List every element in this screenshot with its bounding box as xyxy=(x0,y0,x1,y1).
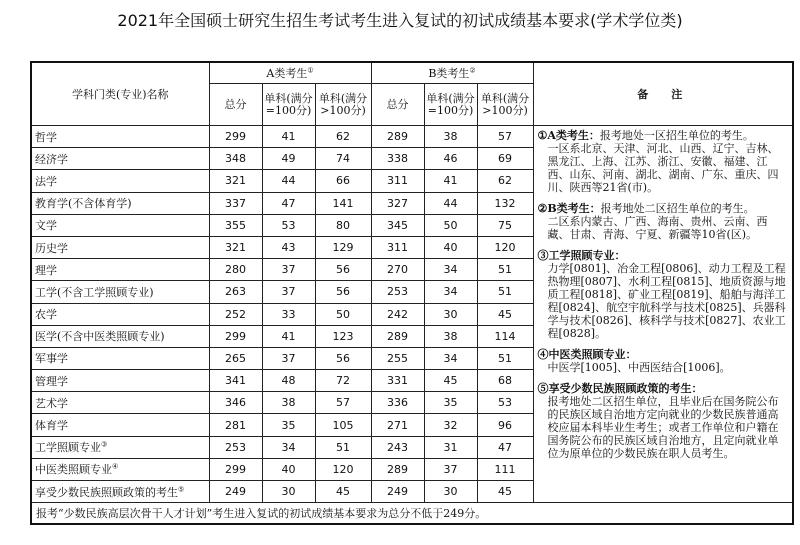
score-b-total: 311 xyxy=(371,236,424,258)
score-b-total: 289 xyxy=(371,126,424,148)
score-a-s100: 30 xyxy=(262,481,315,503)
score-b-s100: 37 xyxy=(424,458,477,480)
score-b-total: 255 xyxy=(371,347,424,369)
table-row xyxy=(31,126,793,148)
score-b-total: 242 xyxy=(371,303,424,325)
score-b-total: 270 xyxy=(371,259,424,281)
score-b-s100: 38 xyxy=(424,126,477,148)
score-b-total: 336 xyxy=(371,392,424,414)
score-a-s100: 44 xyxy=(262,170,315,192)
score-b-total: 289 xyxy=(371,458,424,480)
subject-name: 体育学 xyxy=(31,414,209,436)
score-a-sgt: 56 xyxy=(315,259,371,281)
score-a-s100: 40 xyxy=(262,458,315,480)
score-b-s100: 34 xyxy=(424,259,477,281)
score-b-total: 289 xyxy=(371,325,424,347)
subject-name: 工学(不含工学照顾专业) xyxy=(31,281,209,303)
score-a-total: 348 xyxy=(209,148,262,170)
score-b-total: 311 xyxy=(371,170,424,192)
score-a-total: 265 xyxy=(209,347,262,369)
score-b-total: 249 xyxy=(371,481,424,503)
score-b-sgt: 111 xyxy=(477,458,533,480)
group-a-header: A类考生① xyxy=(209,62,371,84)
subject-name: 理学 xyxy=(31,259,209,281)
score-a-s100: 34 xyxy=(262,436,315,458)
subject-name: 艺术学 xyxy=(31,392,209,414)
score-a-sgt: 141 xyxy=(315,192,371,214)
score-b-total: 338 xyxy=(371,148,424,170)
score-a-sgt: 72 xyxy=(315,370,371,392)
score-b-s100: 34 xyxy=(424,347,477,369)
footer-note: 报考“少数民族高层次骨干人才计划”考生进入复试的初试成绩基本要求为总分不低于249分。 xyxy=(31,503,793,525)
score-a-total: 299 xyxy=(209,458,262,480)
score-b-total: 271 xyxy=(371,414,424,436)
score-b-sgt: 75 xyxy=(477,214,533,236)
remarks-header: 备 注 xyxy=(533,62,793,126)
score-a-s100: 35 xyxy=(262,414,315,436)
page-title: 2021年全国硕士研究生招生考试考生进入复试的初试成绩基本要求(学术学位类) xyxy=(117,11,683,30)
score-a-sgt: 123 xyxy=(315,325,371,347)
subject-name: 法学 xyxy=(31,170,209,192)
score-b-s100: 35 xyxy=(424,392,477,414)
category-header: 学科门类(专业)名称 xyxy=(31,62,209,126)
score-a-total: 263 xyxy=(209,281,262,303)
score-b-sgt: 114 xyxy=(477,325,533,347)
score-a-total: 299 xyxy=(209,325,262,347)
score-a-sgt: 51 xyxy=(315,436,371,458)
a-total-header: 总分 xyxy=(209,84,262,126)
score-b-sgt: 69 xyxy=(477,148,533,170)
score-a-s100: 47 xyxy=(262,192,315,214)
subject-name: 哲学 xyxy=(31,126,209,148)
score-a-s100: 37 xyxy=(262,259,315,281)
score-b-sgt: 47 xyxy=(477,436,533,458)
subject-name: 管理学 xyxy=(31,370,209,392)
b-single100-header: 单科(满分=100分) xyxy=(424,84,477,126)
score-a-s100: 53 xyxy=(262,214,315,236)
subject-name: 教育学(不含体育学) xyxy=(31,192,209,214)
score-a-total: 253 xyxy=(209,436,262,458)
score-b-s100: 31 xyxy=(424,436,477,458)
subject-name: 文学 xyxy=(31,214,209,236)
score-b-sgt: 57 xyxy=(477,126,533,148)
score-a-s100: 37 xyxy=(262,281,315,303)
score-a-sgt: 120 xyxy=(315,458,371,480)
score-a-total: 337 xyxy=(209,192,262,214)
a-single100-header: 单科(满分=100分) xyxy=(262,84,315,126)
score-b-sgt: 51 xyxy=(477,347,533,369)
requirements-table xyxy=(30,61,794,525)
score-a-total: 341 xyxy=(209,370,262,392)
score-b-sgt: 96 xyxy=(477,414,533,436)
score-a-sgt: 45 xyxy=(315,481,371,503)
score-b-total: 327 xyxy=(371,192,424,214)
score-a-total: 281 xyxy=(209,414,262,436)
score-b-s100: 30 xyxy=(424,303,477,325)
score-a-total: 355 xyxy=(209,214,262,236)
score-a-s100: 41 xyxy=(262,126,315,148)
score-b-total: 345 xyxy=(371,214,424,236)
score-a-sgt: 129 xyxy=(315,236,371,258)
subject-name: 工学照顾专业③ xyxy=(31,436,209,458)
score-b-s100: 44 xyxy=(424,192,477,214)
score-b-total: 331 xyxy=(371,370,424,392)
subject-name: 历史学 xyxy=(31,236,209,258)
score-a-sgt: 57 xyxy=(315,392,371,414)
score-a-sgt: 105 xyxy=(315,414,371,436)
score-b-s100: 34 xyxy=(424,281,477,303)
score-a-sgt: 74 xyxy=(315,148,371,170)
score-b-sgt: 120 xyxy=(477,236,533,258)
score-b-s100: 38 xyxy=(424,325,477,347)
subject-name: 中医类照顾专业④ xyxy=(31,458,209,480)
score-b-s100: 40 xyxy=(424,236,477,258)
score-a-sgt: 50 xyxy=(315,303,371,325)
score-a-s100: 49 xyxy=(262,148,315,170)
subject-name: 经济学 xyxy=(31,148,209,170)
score-b-sgt: 132 xyxy=(477,192,533,214)
subject-name: 农学 xyxy=(31,303,209,325)
score-a-total: 252 xyxy=(209,303,262,325)
score-a-sgt: 56 xyxy=(315,347,371,369)
score-a-sgt: 80 xyxy=(315,214,371,236)
score-b-s100: 45 xyxy=(424,370,477,392)
score-b-s100: 32 xyxy=(424,414,477,436)
score-a-s100: 43 xyxy=(262,236,315,258)
score-b-s100: 30 xyxy=(424,481,477,503)
score-b-sgt: 53 xyxy=(477,392,533,414)
score-b-s100: 46 xyxy=(424,148,477,170)
group-b-header: B类考生② xyxy=(371,62,533,84)
score-b-s100: 41 xyxy=(424,170,477,192)
score-b-sgt: 62 xyxy=(477,170,533,192)
score-b-sgt: 51 xyxy=(477,281,533,303)
score-b-sgt: 51 xyxy=(477,259,533,281)
score-b-sgt: 45 xyxy=(477,303,533,325)
remarks-notes: ①A类考生：报考地处一区招生单位的考生。 一区系北京、天津、河北、山西、辽宁、吉林、黑龙江、上海、江苏、浙江、安徽、福建、江西、山东、河南、湖北、湖南、广东、重庆、四川、陕西等21省(市)。 ②B类考生：报考地处二区招生单位的考生。 二区系内蒙古、广西、海南、贵州、云南、西藏、甘肃、青海、宁夏、新疆等10省(区)。 ③工学照顾专业： 力学[0801]、冶金工程[0806]、动力工程及工程热物理[0807]、水利工程[0815]、地质资源与地质工程[0818]、矿业工程[0819]、船舶与海洋工程[0824]、航空宇航科学与技术[0825]、兵器科学与技术[0826]、核科学与技术[0827]、农业工程[0828]。 ④中医类照顾专业： 中医学[1005]、中西医结合[1006]。 ⑤享受少数民族照顾政策的考生： 报考地处二区招生单位，且毕业后在国务院公布的民族区域自治地方定向就业的少数民族普通高校应届本科毕业生考生；或者工作单位和户籍在国务院公布的民族区域自治地方，且定向就业单位为原单位的少数民族在职人员考生。 xyxy=(533,126,793,503)
score-b-total: 253 xyxy=(371,281,424,303)
score-a-s100: 48 xyxy=(262,370,315,392)
score-a-sgt: 56 xyxy=(315,281,371,303)
score-a-total: 321 xyxy=(209,170,262,192)
score-a-total: 280 xyxy=(209,259,262,281)
score-b-sgt: 45 xyxy=(477,481,533,503)
score-b-total: 243 xyxy=(371,436,424,458)
score-a-total: 321 xyxy=(209,236,262,258)
a-singlegt100-header: 单科(满分>100分) xyxy=(315,84,371,126)
b-total-header: 总分 xyxy=(371,84,424,126)
score-a-sgt: 62 xyxy=(315,126,371,148)
score-a-sgt: 66 xyxy=(315,170,371,192)
score-a-s100: 38 xyxy=(262,392,315,414)
score-a-total: 249 xyxy=(209,481,262,503)
score-a-s100: 33 xyxy=(262,303,315,325)
score-a-s100: 37 xyxy=(262,347,315,369)
b-singlegt100-header: 单科(满分>100分) xyxy=(477,84,533,126)
score-b-sgt: 68 xyxy=(477,370,533,392)
score-b-s100: 50 xyxy=(424,214,477,236)
score-a-total: 346 xyxy=(209,392,262,414)
score-a-s100: 41 xyxy=(262,325,315,347)
score-a-total: 299 xyxy=(209,126,262,148)
subject-name: 军事学 xyxy=(31,347,209,369)
subject-name: 享受少数民族照顾政策的考生⑤ xyxy=(31,481,209,503)
subject-name: 医学(不含中医类照顾专业) xyxy=(31,325,209,347)
